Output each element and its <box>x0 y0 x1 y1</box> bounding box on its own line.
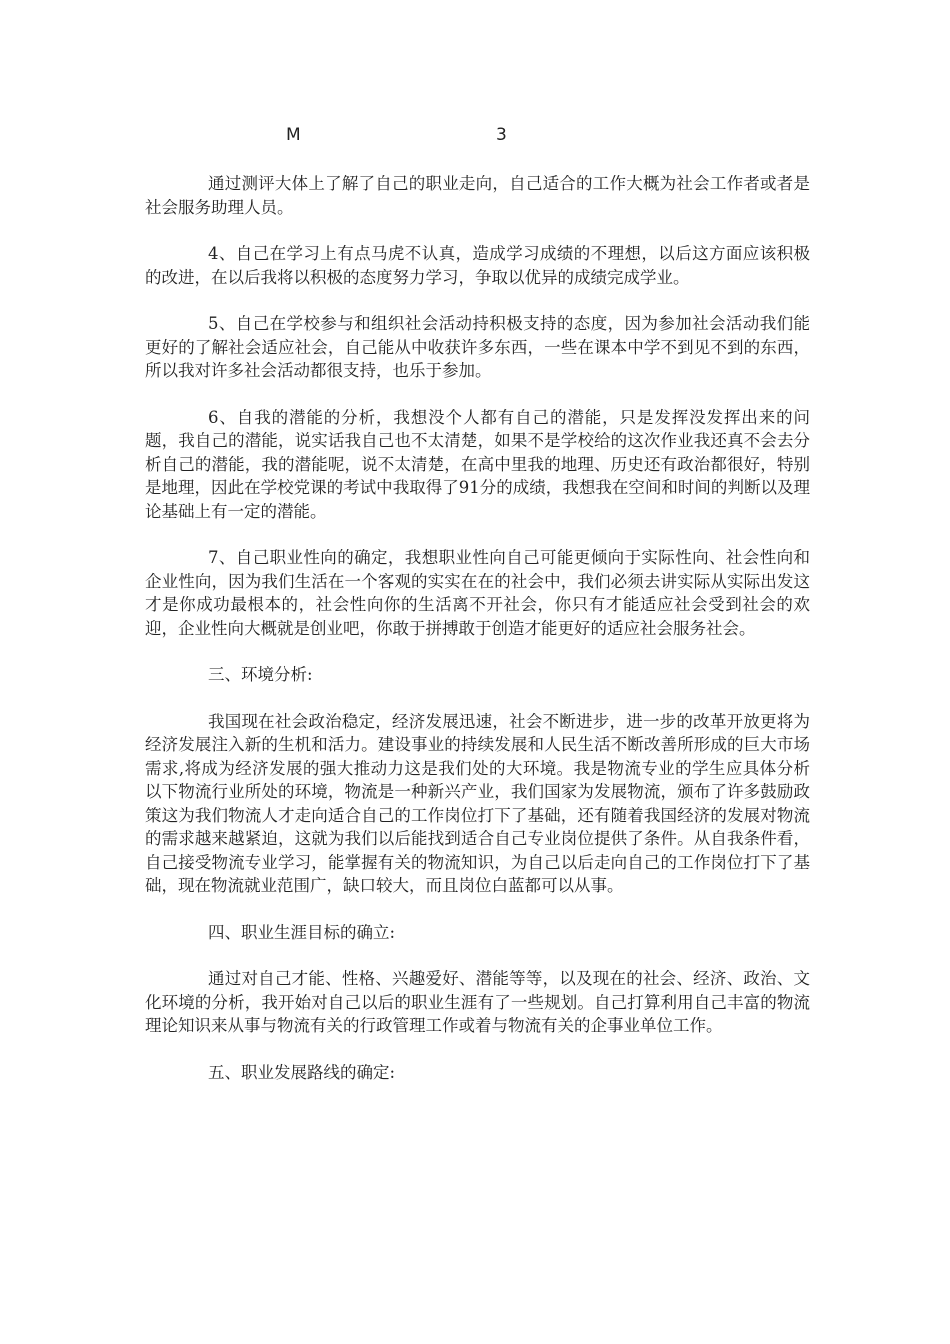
section-heading-career-goal: 四、职业生涯目标的确立: <box>208 922 396 942</box>
paragraph-item-6: 6、自我的潜能的分析，我想没个人都有自己的潜能，只是发挥没发挥出来的问题，我自己的潜能，说实话我自己也不太清楚，如果不是学校给的这次作业我还真不会去分析自己的潜能，我的潜能呢，说不太清楚，在高中里我的地理、历史还有政治都很好，特别是地理，因此在学校党课的考试中我取得了91分的成绩，我想我在空间和时间的判断以及理论基础上有一定的潜能。 <box>145 407 810 521</box>
header-page-number: 3 <box>496 125 507 145</box>
document-page <box>145 118 810 1107</box>
paragraph-item-7: 7、自己职业性向的确定，我想职业性向自己可能更倾向于实际性向、社会性向和企业性向，因为我们生活在一个客观的实实在在的社会中，我们必须去讲实际从实际出发这才是你成功最根本的，社会性向你的生活离不开社会，你只有才能适应社会受到社会的欢迎，企业性向大概就是创业吧，你敢于拼搏敢于创造才能更好的适应社会服务社会。 <box>145 548 810 638</box>
paragraph-assessment: 通过测评大体上了解了自己的职业走向，自己适合的工作大概为社会工作者或者是社会服务助理人员。 <box>145 174 810 217</box>
paragraph-career-goal: 通过对自己才能、性格、兴趣爱好、潜能等等，以及现在的社会、经济、政治、文化环境的分析，我开始对自己以后的职业生涯有了一些规划。自己打算利用自己丰富的物流理论知识来从事与物流有关的行政管理工作或着与物流有关的企事业单位工作。 <box>145 969 810 1035</box>
section-heading-environment: 三、环境分析: <box>208 665 313 684</box>
header-left-text: M <box>286 125 301 145</box>
page-header <box>145 118 810 152</box>
paragraph-item-5: 5、自己在学校参与和组织社会活动持积极支持的态度，因为参加社会活动我们能更好的了解社会适应社会，自己能从中收获许多东西，一些在课本中学不到见不到的东西，所以我对许多社会活动都很支持，也乐于参加。 <box>145 314 810 380</box>
paragraph-environment: 我国现在社会政治稳定，经济发展迅速，社会不断进步，进一步的改革开放更将为经济发展注入新的生机和活力。建设事业的持续发展和人民生活不断改善所形成的巨大市场需求,将成为经济发展的强大推动力这是我们处的大环境。我是物流专业的学生应具体分析以下物流行业所处的环境，物流是一种新兴产业，我们国家为发展物流，颁布了许多鼓励政策这为我们物流人才走向适合自己的工作岗位打下了基础，还有随着我国经济的发展对物流的需求越来越紧迫，这就为我们以后能找到适合自己专业岗位提供了条件。从自我条件看，自己接受物流专业学习，能掌握有关的物流知识，为自己以后走向自己的工作岗位打下了基础，现在物流就业范围广，缺口较大，而且岗位白蓝都可以从事。 <box>145 711 810 895</box>
paragraph-item-4: 4、自己在学习上有点马虎不认真，造成学习成绩的不理想，以后这方面应该积极的改进，在以后我将以积极的态度努力学习，争取以优异的成绩完成学业。 <box>145 244 810 287</box>
section-heading-career-path: 五、职业发展路线的确定: <box>208 1062 396 1082</box>
